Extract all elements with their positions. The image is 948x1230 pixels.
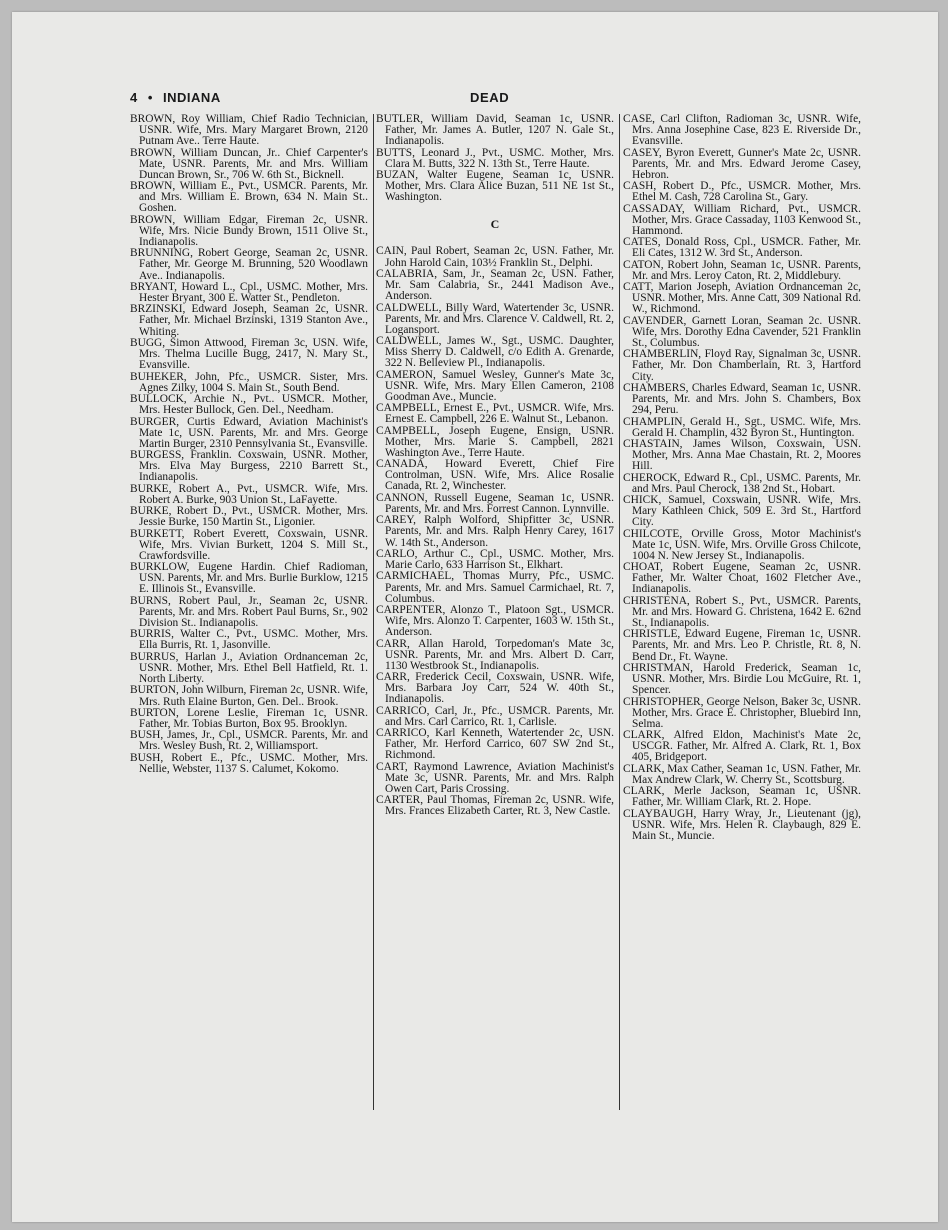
- column-1: [130, 114, 368, 775]
- casualty-entry: CHILCOTE, Orville Gross, Motor Machinist's Mate 1c, USN. Wife, Mrs. Orville Gross Chilcote, 1004 N. New Jersey St., Indianapolis.: [623, 527, 862, 562]
- casualty-entry: CAMERON, Samuel Wesley, Gunner's Mate 3c, USNR. Wife, Mrs. Mary Ellen Cameron, 2108 Goodman Ave., Muncie.: [376, 368, 614, 403]
- casualty-entry: CHICK, Samuel, Coxswain, USNR. Wife, Mrs. Mary Kathleen Chick, 509 E. 3rd St., Hartford City.: [623, 494, 861, 529]
- casualty-entry: BRYANT, Howard L., Cpl., USMC. Mother, Mrs. Hester Bryant, 300 E. Watter St., Pendleton.: [130, 280, 368, 304]
- casualty-entry: CAMPBELL, Joseph Eugene, Ensign, USNR. Mother, Mrs. Marie S. Campbell, 2821 Washington Ave., Terre Haute.: [376, 424, 614, 459]
- casualty-entry: CARRICO, Karl Kenneth, Watertender 2c, USN. Father, Mr. Herford Carrico, 607 SW 2nd St., Richmond.: [376, 727, 614, 762]
- casualty-entry: CLARK, Max Cather, Seaman 1c, USN. Father, Mr. Max Andrew Clark, W. Cherry St., Scottsburg.: [623, 762, 861, 786]
- casualty-entry: BURTON, Lorene Leslie, Fireman 1c, USNR. Father, Mr. Tobias Burton, Box 95. Brooklyn.: [130, 706, 368, 730]
- casualty-entry: CHAMPLIN, Gerald H., Sgt., USMC. Wife, Mrs. Gerald H. Champlin, 432 Byron St., Huntington.: [623, 415, 861, 439]
- casualty-entry: BURGESS, Franklin. Coxswain, USNR. Mother, Mrs. Elva May Burgess, 2210 Barrett St., Indianapolis.: [130, 449, 368, 484]
- casualty-entry: BUTTS, Leonard J., Pvt., USMC. Mother, Mrs. Clara M. Butts, 322 N. 13th St., Terre Haute.: [376, 146, 614, 170]
- casualty-entry: BROWN, William Duncan, Jr.. Chief Carpenter's Mate, USNR. Parents, Mr. and Mrs. William Duncan Brown, Sr., 706 W. 6th St., Bicknell.: [130, 146, 368, 181]
- casualty-entry: CARR, Frederick Cecil, Coxswain, USNR. Wife, Mrs. Barbara Joy Carr, 524 W. 40th St., Indianapolis.: [376, 671, 614, 706]
- casualty-entry: CHRISTLE, Edward Eugene, Fireman 1c, USNR. Parents, Mr. and Mrs. Leo P. Christle, Rt. 8, N. Bend Dr., Ft. Wayne.: [623, 628, 861, 663]
- casualty-entry: CANADA, Howard Everett, Chief Fire Controlman, USN. Wife, Mrs. Alice Rosalie Canada, Rt. 2, Winchester.: [376, 458, 614, 493]
- casualty-entry: CHRISTENA, Robert S., Pvt., USMCR. Parents, Mr. and Mrs. Howard G. Christena, 1642 E. 62nd St., Indianapolis.: [623, 594, 861, 629]
- casualty-entry: BRUNNING, Robert George, Seaman 2c, USNR. Father, Mr. George M. Brunning, 520 Woodlawn Ave.. Indianapolis.: [130, 247, 368, 282]
- casualty-entry: BULLOCK, Archie N., Pvt.. USMCR. Mother, Mrs. Hester Bullock, Gen. Del., Needham.: [130, 393, 368, 417]
- casualty-entry: CHASTAIN, James Wilson, Coxswain, USN. Mother, Mrs. Anna Mae Chastain, Rt. 2, Moores Hill.: [623, 437, 861, 473]
- casualty-entry: CASH, Robert D., Pfc., USMCR. Mother, Mrs. Ethel M. Cash, 728 Carolina St., Gary.: [623, 180, 861, 204]
- casualty-entry: BURRIS, Walter C., Pvt., USMC. Mother, Mrs. Ella Burris, Rt. 1, Jasonville.: [130, 628, 368, 652]
- casualty-entry: CARPENTER, Alonzo T., Platoon Sgt., USMCR. Wife, Mrs. Alonzo T. Carpenter, 1603 W. 15th St., Anderson.: [376, 604, 614, 639]
- casualty-entry: CLARK, Merle Jackson, Seaman 1c, USNR. Father, Mr. William Clark, Rt. 2. Hope.: [623, 785, 861, 809]
- casualty-entry: BUSH, Robert E., Pfc., USMC. Mother, Mrs. Nellie, Webster, 1137 S. Calumet, Kokomo.: [130, 751, 368, 775]
- casualty-entry: BUZAN, Walter Eugene, Seaman 1c, USNR. Mother, Mrs. Clara Alice Buzan, 511 NE 1st St., Washington.: [376, 169, 614, 204]
- page-header: [12, 90, 938, 110]
- casualty-entry: CAREY, Ralph Wolford, Shipfitter 3c, USNR. Parents, Mr. and Mrs. Ralph Henry Carey, 1617 W. 14th St., Anderson.: [376, 514, 614, 549]
- casualty-entry: CLAYBAUGH, Harry Wray, Jr., Lieutenant (jg), USNR. Wife, Mrs. Helen R. Claybaugh, 829 E. Main St., Muncie.: [623, 807, 861, 842]
- casualty-entry: CHAMBERS, Charles Edward, Seaman 1c, USNR. Parents, Mr. and Mrs. John S. Chambers, Box 294, Peru.: [623, 381, 861, 417]
- casualty-entry: BURNS, Robert Paul, Jr., Seaman 2c, USNR. Parents, Mr. and Mrs. Robert Paul Burns, Sr., 902 Division St.. Indianapolis.: [130, 594, 368, 629]
- casualty-entry: CALDWELL, James W., Sgt., USMC. Daughter, Miss Sherry D. Caldwell, c/o Edith A. Grenarde, 322 N. Belleview Pl., Indianapolis.: [376, 335, 614, 370]
- casualty-entry: BRZINSKI, Edward Joseph, Seaman 2c, USNR. Father, Mr. Michael Brzinski, 1319 Stanton Ave., Whiting.: [130, 303, 368, 338]
- casualty-entry: CALDWELL, Billy Ward, Watertender 3c, USNR. Parents, Mr. and Mrs. Clarence V. Caldwell, Rt. 2, Logansport.: [376, 301, 614, 336]
- casualty-entry: BURKLOW, Eugene Hardin. Chief Radioman, USN. Parents, Mr. and Mrs. Burlie Burklow, 1215 E. Illinois St., Evansville.: [130, 561, 368, 596]
- casualty-entry: BURGER, Curtis Edward, Aviation Machinist's Mate 1c, USN. Parents, Mr. and Mrs. George Martin Burger, 2310 Pennsylvania St., Evansville.: [130, 415, 368, 450]
- casualty-entry: BUTLER, William David, Seaman 1c, USNR. Father, Mr. James A. Butler, 1207 N. Gale St., Indianapolis.: [376, 113, 614, 148]
- column-2: [376, 114, 614, 818]
- header-bullet: •: [147, 90, 153, 105]
- casualty-entry: BURKE, Robert D., Pvt., USMCR. Mother, Mrs. Jessie Burke, 150 Martin St., Ligonier.: [130, 505, 368, 529]
- casualty-entry: CAVENDER, Garnett Loran, Seaman 2c. USNR. Wife, Mrs. Dorothy Edna Cavender, 521 Franklin St., Columbus.: [623, 314, 861, 349]
- header-left: [130, 90, 227, 105]
- casualty-entry: CHAMBERLIN, Floyd Ray, Signalman 3c, USNR. Father, Mr. Don Chamberlain, Rt. 3, Hartford City.: [623, 348, 861, 383]
- casualty-entry: CATES, Donald Ross, Cpl., USMCR. Father, Mr. Eli Cates, 1312 W. 3rd St., Anderson.: [623, 236, 861, 260]
- column-divider: [373, 114, 374, 1110]
- column-3: [623, 114, 861, 842]
- section-title: DEAD: [470, 90, 510, 105]
- casualty-entry: BROWN, Roy William, Chief Radio Technician, USNR. Wife, Mrs. Mary Margaret Brown, 2120 Putnam Ave.. Terre Haute.: [130, 113, 368, 148]
- casualty-entry: BUHEKER, John, Pfc., USMCR. Sister, Mrs. Agnes Zilky, 1004 S. Main St., South Bend.: [130, 370, 368, 394]
- casualty-entry: CARTER, Paul Thomas, Fireman 2c, USNR. Wife, Mrs. Frances Elizabeth Carter, Rt. 3, New Castle.: [376, 794, 614, 818]
- casualty-entry: CHRISTMAN, Harold Frederick, Seaman 1c, USNR. Mother, Mrs. Birdie Lou McGuire, Rt. 1, Spencer.: [623, 661, 861, 697]
- casualty-entry: CARR, Allan Harold, Torpedoman's Mate 3c, USNR. Parents, Mr. and Mrs. Albert D. Carr, 1130 Westbrook St., Indianapolis.: [376, 637, 614, 672]
- casualty-entry: CARRICO, Carl, Jr., Pfc., USMCR. Parents, Mr. and Mrs. Carl Carrico, Rt. 1, Carlisle.: [376, 704, 614, 728]
- casualty-entry: BROWN, William E., Pvt., USMCR. Parents, Mr. and Mrs. William E. Brown, 634 N. Main St.. Goshen.: [130, 180, 368, 215]
- column-2-bottom-entries: [376, 246, 614, 817]
- casualty-entry: CAMPBELL, Ernest E., Pvt., USMCR. Wife, Mrs. Ernest E. Campbell, 226 E. Walnut St., Lebanon.: [376, 402, 614, 426]
- casualty-entry: CARLO, Arthur C., Cpl., USMC. Mother, Mrs. Marie Carlo, 633 Harrison St., Elkhart.: [376, 547, 614, 572]
- page-number: 4: [130, 90, 138, 105]
- casualty-entry: CATON, Robert John, Seaman 1c, USNR. Parents, Mr. and Mrs. Leroy Caton, Rt. 2, Middlebury.: [623, 258, 861, 282]
- casualty-entry: CAIN, Paul Robert, Seaman 2c, USN. Father, Mr. John Harold Cain, 103½ Franklin St., Delphi.: [376, 245, 614, 269]
- document-page: [12, 12, 938, 1222]
- casualty-entry: BURKE, Robert A., Pvt., USMCR. Wife, Mrs. Robert A. Burke, 903 Union St., LaFayette.: [130, 482, 368, 506]
- casualty-entry: CATT, Marion Joseph, Aviation Ordnanceman 2c, USNR. Mother, Mrs. Anne Catt, 309 National Rd. W., Richmond.: [623, 281, 861, 316]
- casualty-entry: CALABRIA, Sam, Jr., Seaman 2c, USN. Father, Mr. Sam Calabria, Sr., 2441 Madison Ave., Anderson.: [376, 267, 614, 303]
- state-name: INDIANA: [163, 90, 221, 105]
- casualty-entry: CART, Raymond Lawrence, Aviation Machinist's Mate 3c, USNR. Parents, Mr. and Mrs. Ralph Owen Cart, Paris Crossing.: [376, 760, 614, 795]
- casualty-entry: CHEROCK, Edward R., Cpl., USMC. Parents, Mr. and Mrs. Paul Cherock, 138 2nd St., Hobart.: [623, 471, 861, 495]
- casualty-entry: BURKETT, Robert Everett, Coxswain, USNR. Wife, Mrs. Vivian Burkett, 1204 S. Mill St., Crawfordsville.: [130, 527, 368, 562]
- casualty-entry: CHRISTOPHER, George Nelson, Baker 3c, USNR. Mother, Mrs. Grace E. Christopher, Bluebird Inn, Selma.: [623, 695, 861, 730]
- casualty-entry: BUGG, Simon Attwood, Fireman 3c, USN. Wife, Mrs. Thelma Lucille Bugg, 2417, N. Mary St., Evansville.: [130, 336, 368, 372]
- casualty-entry: CASSADAY, William Richard, Pvt., USMCR. Mother, Mrs. Grace Cassaday, 1103 Kenwood St., Hammond.: [623, 202, 861, 237]
- casualty-entry: BROWN, William Edgar, Fireman 2c, USNR. Wife, Mrs. Nicie Bundy Brown, 1511 Olive St., Indianapolis.: [130, 213, 368, 248]
- casualty-entry: CANNON, Russell Eugene, Seaman 1c, USNR. Parents, Mr. and Mrs. Forrest Cannon. Lynnville.: [376, 491, 614, 515]
- casualty-entry: BURTON, John Wilburn, Fireman 2c, USNR. Wife, Mrs. Ruth Elaine Burton, Gen. Del.. Brook.: [130, 684, 368, 708]
- casualty-entry: CARMICHAEL, Thomas Murry, Pfc., USMC. Parents, Mr. and Mrs. Samuel Carmichael, Rt. 7, Columbus.: [376, 570, 614, 605]
- column-divider: [619, 114, 620, 1110]
- column-2-top-entries: [376, 114, 614, 203]
- casualty-entry: CLARK, Alfred Eldon, Machinist's Mate 2c, USCGR. Father, Mr. Alfred A. Clark, Rt. 1, Box 405, Bridgeport.: [623, 729, 861, 764]
- casualty-entry: BURRUS, Harlan J., Aviation Ordnanceman 2c, USNR. Mother, Mrs. Ethel Bell Hatfield, Rt. 1. North Liberty.: [130, 650, 368, 686]
- casualty-entry: BUSH, James, Jr., Cpl., USMCR. Parents, Mr. and Mrs. Wesley Bush, Rt. 2, Williamsport.: [130, 729, 368, 753]
- section-letter: C: [490, 217, 500, 232]
- casualty-entry: CASEY, Byron Everett, Gunner's Mate 2c, USNR. Parents, Mr. and Mrs. Edward Jerome Casey, Hebron.: [623, 146, 861, 181]
- casualty-entry: CASE, Carl Clifton, Radioman 3c, USNR. Wife, Mrs. Anna Josephine Case, 823 E. Riverside Dr., Evansville.: [623, 113, 861, 148]
- casualty-entry: CHOAT, Robert Eugene, Seaman 2c, USNR. Father, Mr. Walter Choat, 1602 Fletcher Ave., Indianapolis.: [623, 561, 861, 596]
